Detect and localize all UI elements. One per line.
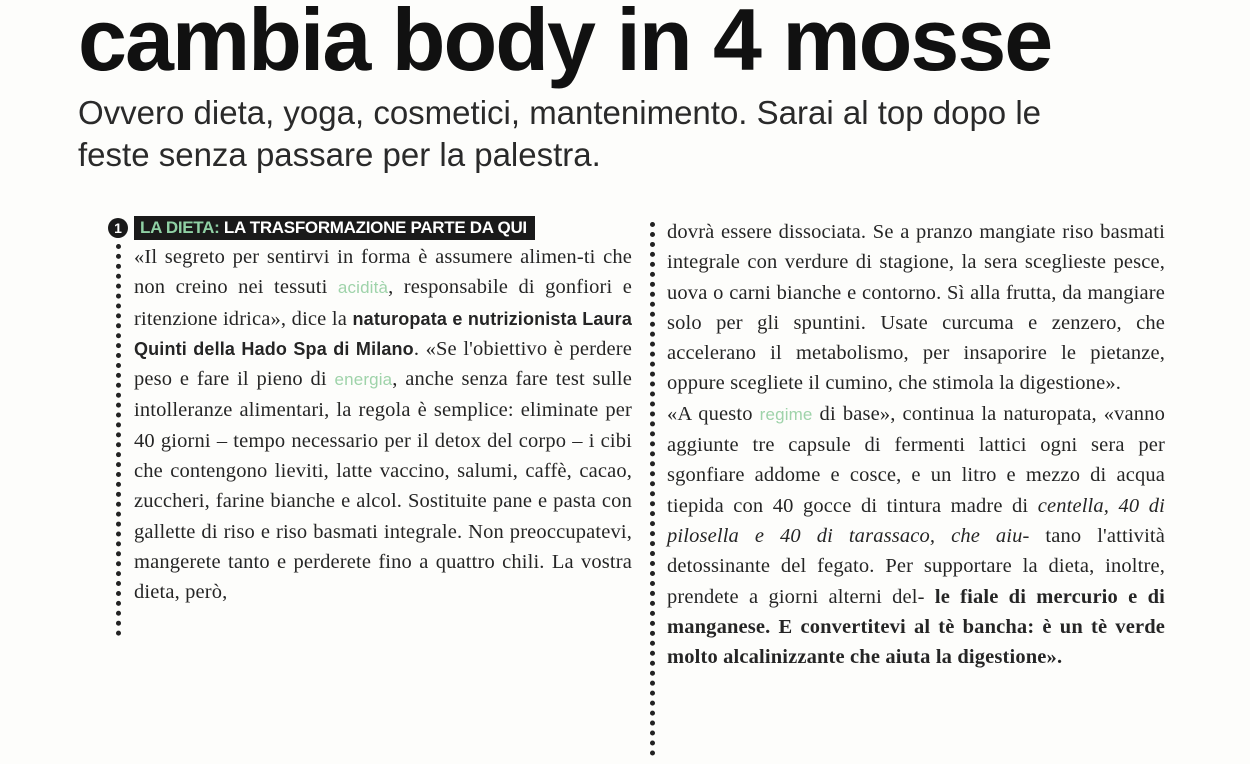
text-run: «A questo — [667, 402, 760, 425]
expert-name: naturopata e nutrizionista Laura Quinti della Hado Spa di Milano — [134, 308, 632, 359]
keyword-highlight: acidità — [337, 278, 389, 298]
text-run: , responsabile di gonfiori e ritenzione idrica», dice la — [134, 276, 633, 330]
column-dotted-rule-middle — [650, 222, 655, 756]
keyword-highlight: regime — [759, 404, 813, 424]
headline: cambia body in 4 mosse — [78, 0, 1052, 89]
text-run: di base», continua la naturopata, «vanno aggiunte tre capsule di fermenti lattici ogni sera per sgonfiare addome e cosce, e un litro e mezzo di acqua tiepida con 40 gocce di tintura madre di — [667, 402, 1165, 517]
column-left — [134, 242, 632, 608]
paragraph: dovrà essere dissociata. Se a pranzo mangiate riso basmati integrale con verdure di stagione, la sera sceglieste pesce, uova o carni bianche e contorno. Sì alla frutta, da mangiare solo per gli spuntini. Usate curcuma e zenzero, che accelerano il metabolismo, per insaporire le pietanze, oppure scegliete il cumino, che stimola la digestione». — [667, 221, 1165, 395]
keyword-highlight: energia — [334, 370, 393, 390]
section-title — [134, 216, 535, 240]
section-title-rest: LA TRASFORMAZIONE PARTE DA QUI — [223, 218, 527, 237]
section-title-highlight: LA DIETA: — [140, 218, 220, 237]
paragraph — [134, 242, 632, 608]
text-run: tano l'attività detossinante del fegato. Per supportare la dieta, inoltre, prendete a giorni alterni del- — [667, 524, 1166, 608]
bold-text: le fiale di mercurio e di manganese. E convertitevi al tè bancha: è un tè verde molto alcalinizzante che aiuta la digestione». — [667, 585, 1166, 669]
section-header — [108, 216, 535, 240]
text-run: , anche senza fare test sulle intolleranze alimentari, la regola è semplice: eliminate per 40 giorni – tempo necessario per il detox del corpo – i cibi che contengono lieviti, latte vaccino, salumi, caffè, cacao, zuccheri, farine bianche e alcol. Sostituite pane e pasta con gallette di riso e riso basmati integrale. Non preoccupatevi, mangerete tanto e perderete fino a quattro chili. La vostra dieta, però, — [134, 368, 632, 604]
text-run: «Il segreto per sentirvi in forma è assumere alimen-ti che non creino nei tessuti — [134, 246, 632, 299]
column-dotted-rule-left — [116, 244, 121, 636]
column-right — [667, 217, 1165, 672]
section-number-badge: 1 — [108, 218, 128, 238]
italic-text: centella, 40 di pilosella e 40 di tarassaco, che aiu- — [667, 494, 1165, 547]
paragraph — [667, 399, 1165, 673]
text-run: . «Se l'obiettivo è perdere peso e fare il pieno di — [134, 337, 632, 391]
subtitle: Ovvero dieta, yoga, cosmetici, mantenimento. Sarai al top dopo le feste senza passare per la palestra. — [78, 94, 1042, 173]
